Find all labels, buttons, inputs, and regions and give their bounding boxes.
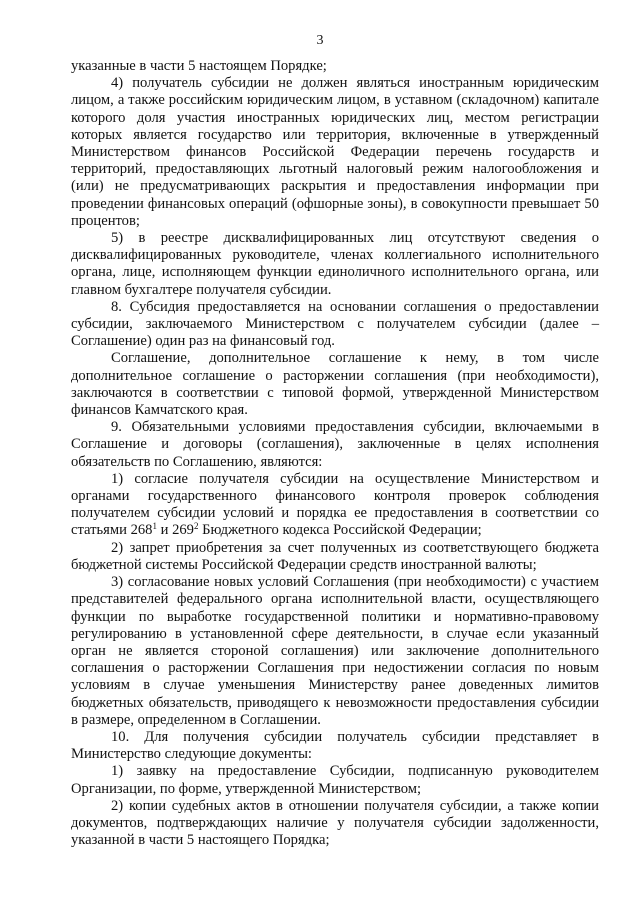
paragraph-continuation: указанные в части 5 настоящем Порядке;: [71, 58, 327, 74]
paragraph-document-2-court-acts: 2) копии судебных актов в отношении получателя субсидии, а также копии документов, подтверждающих наличие у получателя субсидии задолженности, указанной в части 5 настоящего Порядка;: [71, 797, 599, 849]
document-body: [71, 58, 599, 849]
paragraph-agreement-form: Соглашение, дополнительное соглашение к нему, в том числе дополнительное соглашение о расторжении соглашения (при необходимости), заключаются в соответствии с типовой формой, утвержденной Министерством финансов Камчатского края.: [71, 350, 599, 419]
paragraph-condition-1-audit-consent: [71, 471, 599, 540]
paragraph-item-4-foreign-entity: 4) получатель субсидии не должен являться иностранным юридическим лицом, а также российским юридическим лицом, в уставном (складочном) капитале которого доля участия иностранных юридических лиц, местом регистрации которых является государство или территория, включенные в утвержденный Министерством финансов Российской Федерации перечень государств и территорий, предоставляющих льготный налоговый режим налогообложения и (или) не предусматривающих раскрытия и предоставления информации при проведении финансовых операций (офшорные зоны), в совокупности превышает 50 процентов;: [71, 75, 599, 229]
text-segment: Бюджетного кодекса Российской Федерации;: [198, 522, 482, 539]
paragraph-condition-3-new-terms: 3) согласование новых условий Соглашения (при необходимости) с участием представителей федерального органа исполнительной власти, осуществляющего функции по выработке государственной политики и нормативно-правовому регулированию в установленной сфере деятельности, в случае если указанный орган не является стороной соглашения) или заключение дополнительного соглашения о расторжении Соглашения при недостижении согласия по новым условиям в случае уменьшения Министерству ранее доведенных лимитов бюджетных обязательств, приводящего к невозможности предоставления субсидии в размере, определенном в Соглашении.: [71, 574, 599, 728]
paragraph-clause-9: 9. Обязательными условиями предоставления субсидии, включаемыми в Соглашение и договоры (соглашения), заключенные в целях исполнения обязательств по Соглашению, являются:: [71, 419, 599, 470]
superscript: 1: [152, 521, 157, 532]
text-segment: 1) согласие получателя субсидии на осуществление Министерством и органами государственного финансового контроля проверок соблюдения получателем субсидии условий и порядка ее предоставления в соответствии со статьями 268: [71, 470, 599, 539]
paragraph-clause-8: 8. Субсидия предоставляется на основании соглашения о предоставлении субсидии, заключаемого Министерством с получателем субсидии (далее – Соглашение) один раз на финансовый год.: [71, 298, 599, 350]
paragraph-document-1-application: 1) заявку на предоставление Субсидии, подписанную руководителем Организации, по форме, утвержденной Министерством;: [71, 763, 599, 797]
paragraph-condition-2-currency: 2) запрет приобретения за счет полученных из соответствующего бюджета бюджетной системы Российской Федерации средств иностранной валюты;: [71, 539, 599, 573]
text-segment: и 269: [156, 522, 194, 539]
paragraph-clause-10: 10. Для получения субсидии получатель субсидии представляет в Министерство следующие документы:: [71, 728, 599, 763]
superscript: 2: [193, 521, 199, 532]
paragraph-item-5-disqualified-persons: 5) в реестре дисквалифицированных лиц отсутствуют сведения о дисквалифицированных руководителе, членах коллегиального исполнительного органа, лице, исполняющем функции единоличного исполнительного органа, или главном бухгалтере получателя субсидии.: [71, 230, 599, 298]
page-number: 3: [316, 33, 324, 48]
